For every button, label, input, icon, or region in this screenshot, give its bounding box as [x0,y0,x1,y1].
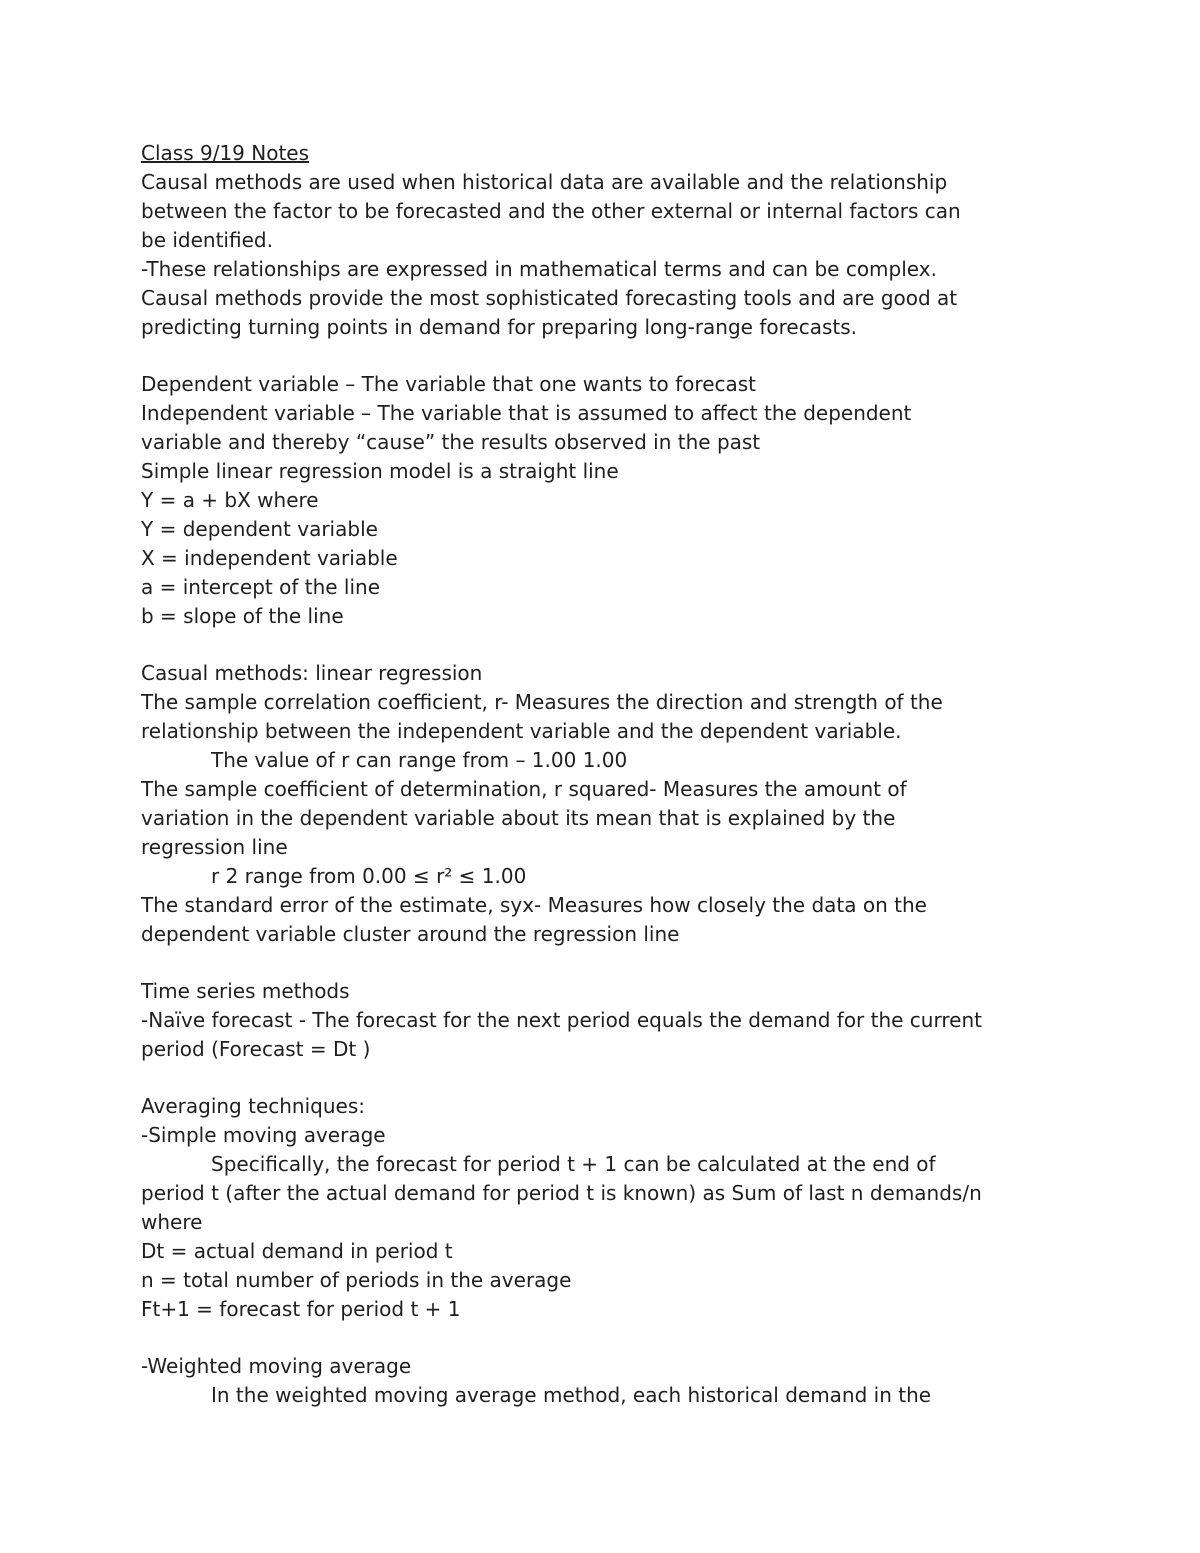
sma-description-1: Specifically, the forecast for period t + 1 can be calculated at the end of [211,1152,936,1176]
regression-heading: Casual methods: linear regression [141,661,483,685]
document-body [141,139,1061,1410]
paragraph-gap [141,1324,1061,1352]
determination-def-2: variation in the dependent variable about its mean that is explained by the [141,806,896,830]
determination-range: r 2 range from 0.00 ≤ r² ≤ 1.00 [211,864,527,888]
paragraph-gap [141,342,1061,370]
intro-line-1: Causal methods are used when historical data are available and the relationship [141,170,948,194]
simple-moving-average: -Simple moving average [141,1123,386,1147]
correlation-range: The value of r can range from – 1.00 1.00 [211,748,628,772]
ft-definition: Ft+1 = forecast for period t + 1 [141,1297,461,1321]
intro-line-3: be identified. [141,228,273,252]
intro-line-2: between the factor to be forecasted and the other external or internal factors can [141,199,961,223]
y-definition: Y = dependent variable [141,517,378,541]
paragraph-gap [141,631,1061,659]
intro-line-4: -These relationships are expressed in mathematical terms and can be complex. [141,257,937,281]
naive-forecast-2: period (Forecast = Dt ) [141,1037,371,1061]
standard-error-def-1: The standard error of the estimate, syx- Measures how closely the data on the [141,893,927,917]
n-definition: n = total number of periods in the average [141,1268,572,1292]
naive-forecast-1: -Naïve forecast - The forecast for the next period equals the demand for the current [141,1008,982,1032]
independent-variable-def-1: Independent variable – The variable that is assumed to affect the dependent [141,401,912,425]
standard-error-def-2: dependent variable cluster around the regression line [141,922,680,946]
intro-line-5: Causal methods provide the most sophisticated forecasting tools and are good at [141,286,958,310]
linear-regression-model: Simple linear regression model is a straight line [141,459,619,483]
correlation-def-2: relationship between the independent variable and the dependent variable. [141,719,902,743]
correlation-def-1: The sample correlation coefficient, r- Measures the direction and strength of the [141,690,943,714]
independent-variable-def-2: variable and thereby “cause” the results observed in the past [141,430,761,454]
paragraph-gap [141,949,1061,977]
regression-equation: Y = a + bX where [141,488,319,512]
page-title: Class 9/19 Notes [141,141,310,165]
b-definition: b = slope of the line [141,604,344,628]
intro-line-6: predicting turning points in demand for preparing long-range forecasts. [141,315,857,339]
determination-def-1: The sample coefficient of determination, r squared- Measures the amount of [141,777,907,801]
a-definition: a = intercept of the line [141,575,380,599]
wma-description-1: In the weighted moving average method, each historical demand in the [211,1383,932,1407]
dt-definition: Dt = actual demand in period t [141,1239,453,1263]
x-definition: X = independent variable [141,546,398,570]
time-series-heading: Time series methods [141,979,350,1003]
paragraph-gap [141,1064,1061,1092]
determination-def-3: regression line [141,835,288,859]
weighted-moving-average: -Weighted moving average [141,1354,412,1378]
averaging-heading: Averaging techniques: [141,1094,365,1118]
sma-description-3: where [141,1210,203,1234]
dependent-variable-def: Dependent variable – The variable that one wants to forecast [141,372,757,396]
sma-description-2: period t (after the actual demand for period t is known) as Sum of last n demands/n [141,1181,982,1205]
